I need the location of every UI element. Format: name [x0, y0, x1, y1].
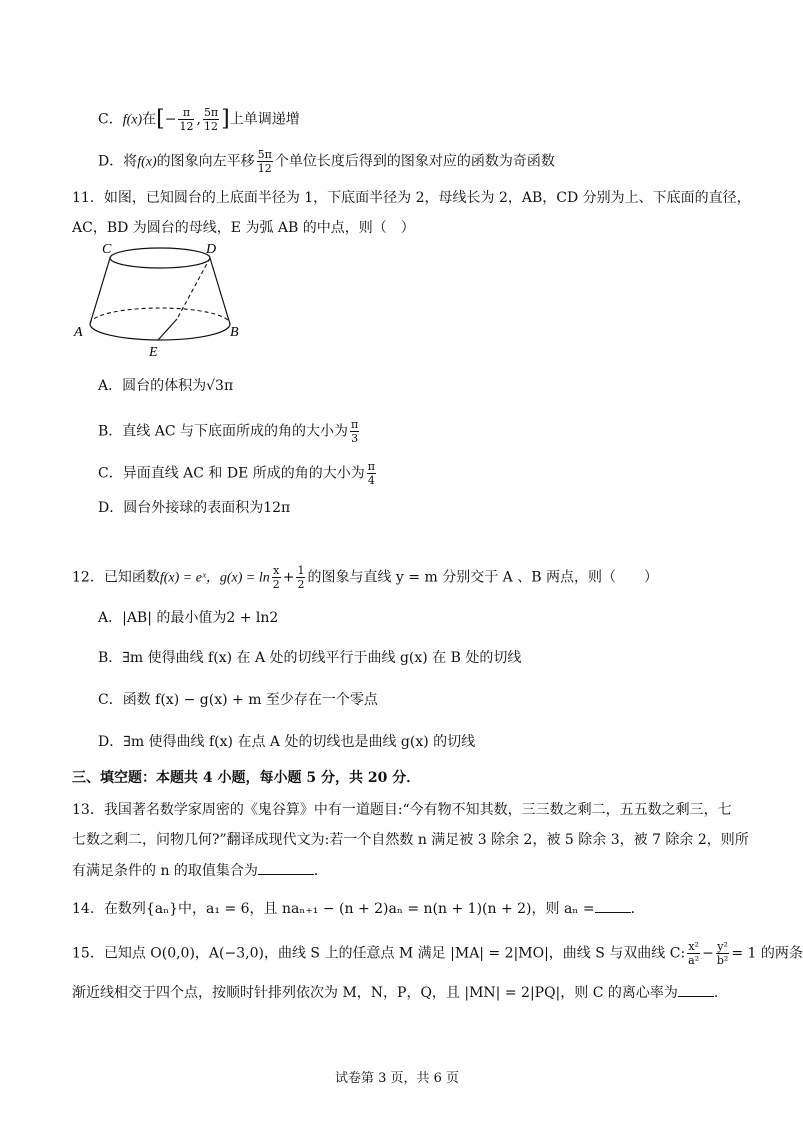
q10-option-d: D．将f(x)的图象向左平移 $\frac{5\pi}{12}$ 个单位长度后得到的图象对应的函数为奇函数 — [98, 148, 555, 175]
top-base-ellipse — [110, 248, 210, 268]
section-heading-fill-in: 三、填空题：本题共 4 小题，每小题 5 分，共 20 分． — [72, 770, 421, 786]
q15-line1: 15．已知点 O(0,0)，A(−3,0)，曲线 S 上的任意点 M 满足 |MA| = 2|MO|，曲线 S 与双曲线 C: $\frac{\text{x²}}{\text{a²}}$ − $\frac{\text{y²}}{\text{b²}}$ = 1 的两条 — [72, 940, 803, 967]
q13-line1: 13．我国著名数学家周密的《鬼谷算》中有一道题目:“今有物不知其数，三三数之剩二，五五数之剩三，七 — [72, 802, 732, 818]
q14-stem: 14．在数列{aₙ}中，a₁ = 6，且 naₙ₊₁ − (n + 2)aₙ = n(n + 1)(n + 2)，则 aₙ = ． — [72, 898, 645, 919]
q13-line2: 七数之剩二，问物几何?”翻译成现代文为:若一个自然数 n 满足被 3 除余 2，被 5 除余 3，被 7 除余 2，则所 — [72, 832, 749, 848]
label-e: E — [149, 345, 158, 360]
label-d: D — [206, 242, 217, 257]
q12-stem: 12．已知函数f(x) = eˣ，g(x) = ln $\frac{x}{2}$ + $\frac{1}{2}$ 的图象与直线 y = m 分别交于 A 、B 两点，则（ ） — [72, 564, 658, 591]
page-footer: 试卷第 3 页，共 6 页 — [334, 1071, 460, 1086]
q12-option-b: B．∃m 使得曲线 f(x) 在 A 处的切线平行于曲线 g(x) 在 B 处的切线 — [98, 650, 522, 666]
generatrix-ac — [90, 258, 110, 324]
segment-de-visible — [158, 319, 177, 340]
q13-line3: 有满足条件的 n 的取值集合为 ． — [72, 860, 328, 881]
q11-stem-line1: 11．如图，已知圆台的上底面半径为 1，下底面半径为 2，母线长为 2，AB，CD 分别为上、下底面的直径， — [72, 190, 751, 206]
q15-line2: 渐近线相交于四个点，按顺时针排列依次为 M，N，P，Q，且 |MN| = 2|PQ|，则 C 的离心率为 ． — [72, 982, 728, 1003]
q11-stem-line2: AC，BD 为圆台的母线，E 为弧 AB 的中点，则（ ） — [72, 220, 415, 236]
label-c: C — [102, 242, 112, 257]
bottom-base-back-arc — [90, 308, 230, 324]
frustum-figure — [70, 244, 250, 364]
q11-option-a: A．圆台的体积为√3π — [98, 378, 234, 394]
q12-option-c: C．函数 f(x) − g(x) + m 至少存在一个零点 — [98, 692, 378, 708]
label-a: A — [74, 325, 83, 340]
answer-blank — [258, 860, 314, 875]
label-b: B — [230, 325, 239, 340]
q11-option-b: B．直线 AC 与下底面所成的角的大小为 $\frac{\pi}{3}$ — [98, 418, 359, 445]
q11-option-d: D．圆台外接球的表面积为12π — [98, 500, 291, 516]
q12-option-d: D．∃m 使得曲线 f(x) 在点 A 处的切线也是曲线 g(x) 的切线 — [98, 734, 476, 750]
q12-option-a: A．|AB| 的最小值为2 + ln2 — [98, 610, 279, 626]
q11-option-c: C．异面直线 AC 和 DE 所成的角的大小为 $\frac{\pi}{4}$ — [98, 460, 376, 487]
answer-blank — [678, 982, 714, 997]
answer-blank — [595, 898, 631, 913]
q10-option-c: C．f(x)在[− $\frac{\pi}{12}$ , $\frac{5\pi}{12}$ ]上单调递增 — [98, 106, 300, 133]
